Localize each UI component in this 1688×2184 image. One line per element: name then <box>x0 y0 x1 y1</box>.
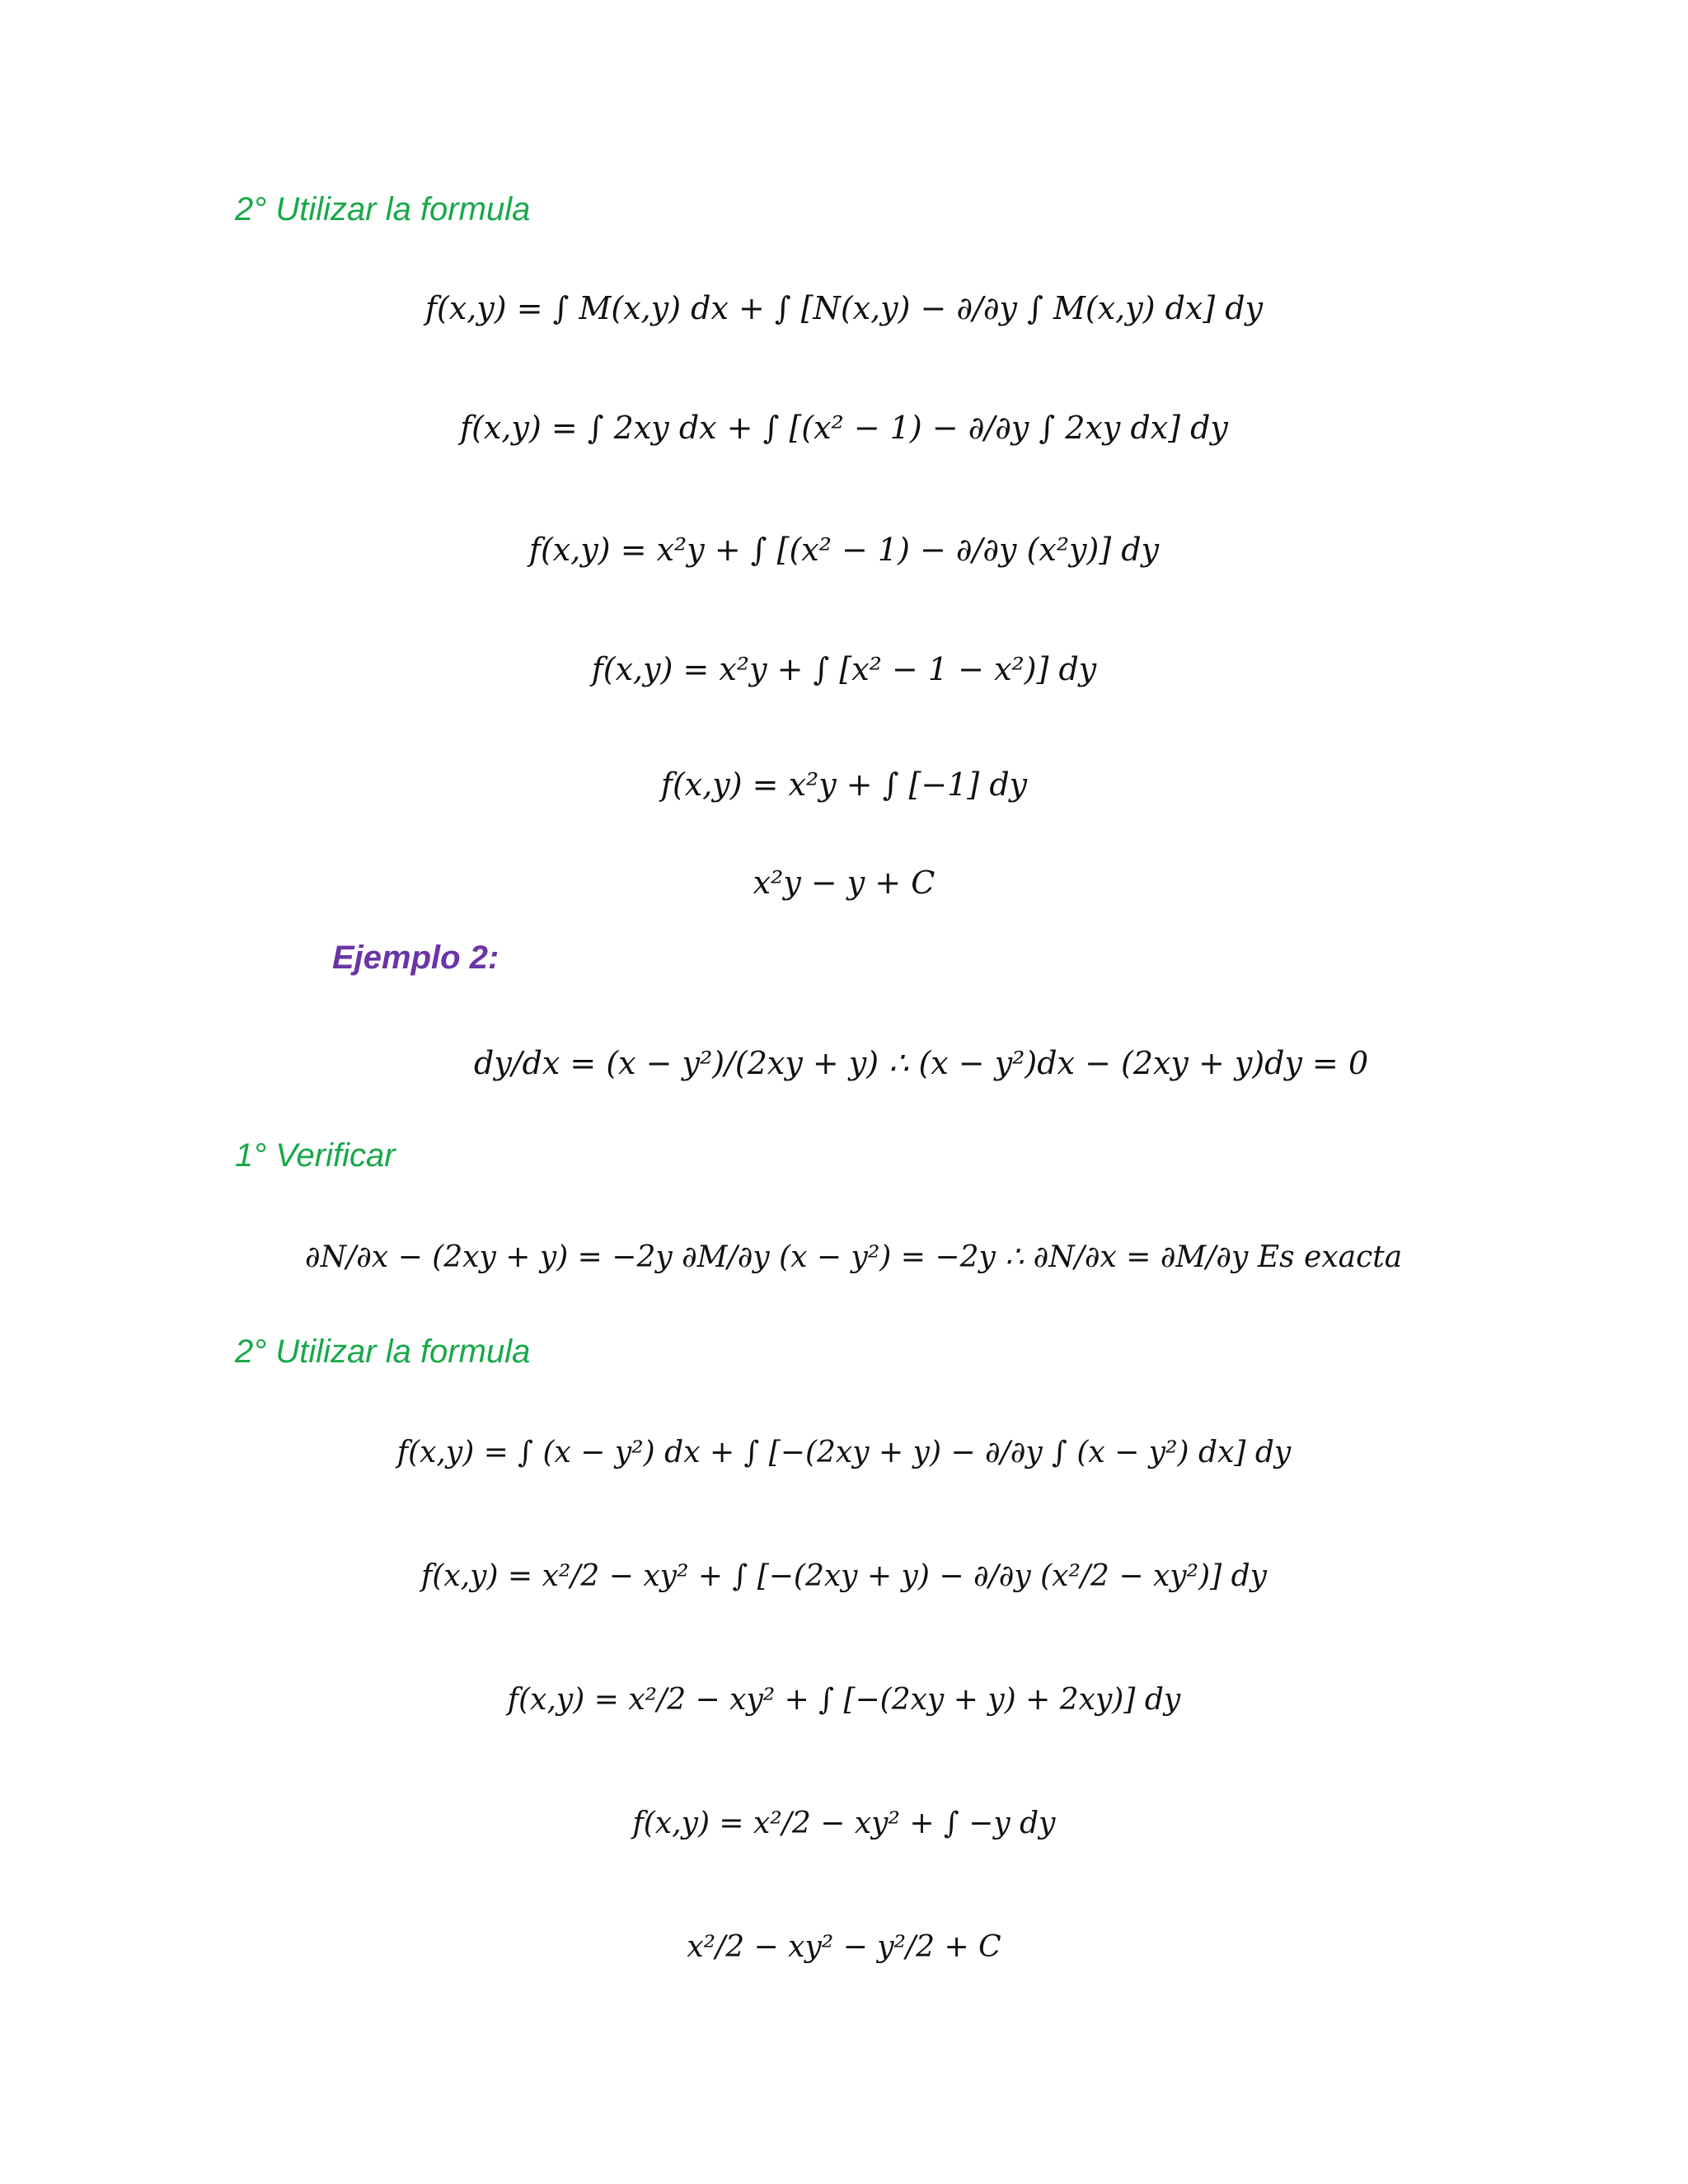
formula-substituted: f(x,y) = ∫ 2xy dx + ∫ [(x² − 1) − ∂/∂y ∫ 2xy dx] dy <box>460 410 1228 446</box>
formula2-step4: f(x,y) = x²/2 − xy² + ∫ −y dy <box>632 1807 1056 1840</box>
formula-step5: f(x,y) = x²y + ∫ [−1] dy <box>660 766 1028 803</box>
formula-general: f(x,y) = ∫ M(x,y) dx + ∫ [N(x,y) − ∂/∂y ∫ M(x,y) dx] dy <box>424 290 1264 326</box>
formula-result-1: x²y − y + C <box>753 865 935 901</box>
step1-heading: 1° Verificar <box>235 1137 396 1174</box>
formula-step3: f(x,y) = x²y + ∫ [(x² − 1) − ∂/∂y (x²y)] dy <box>528 532 1160 568</box>
example-2-title: Ejemplo 2: <box>332 940 499 976</box>
formula2-result: x²/2 − xy² − y²/2 + C <box>687 1930 1001 1964</box>
step2-heading-1: 2° Utilizar la formula <box>235 191 531 227</box>
formula2-general: f(x,y) = ∫ (x − y²) dx + ∫ [−(2xy + y) − ∂/∂y ∫ (x − y²) dx] dy <box>396 1436 1292 1469</box>
verify-line: ∂N/∂x − (2xy + y) = −2y ∂M/∂y (x − y²) = −2y ∴ ∂N/∂x = ∂M/∂y Es exacta <box>305 1240 1403 1274</box>
ode-equation: dy/dx = (x − y²)/(2xy + y) ∴ (x − y²)dx − (2xy + y)dy = 0 <box>474 1045 1369 1081</box>
formula-step4: f(x,y) = x²y + ∫ [x² − 1 − x²)] dy <box>591 651 1097 687</box>
step2-heading-2: 2° Utilizar la formula <box>235 1333 531 1370</box>
formula2-step3: f(x,y) = x²/2 − xy² + ∫ [−(2xy + y) + 2xy)] dy <box>507 1683 1181 1717</box>
formula2-step2: f(x,y) = x²/2 − xy² + ∫ [−(2xy + y) − ∂/∂y (x²/2 − xy²)] dy <box>421 1559 1267 1593</box>
